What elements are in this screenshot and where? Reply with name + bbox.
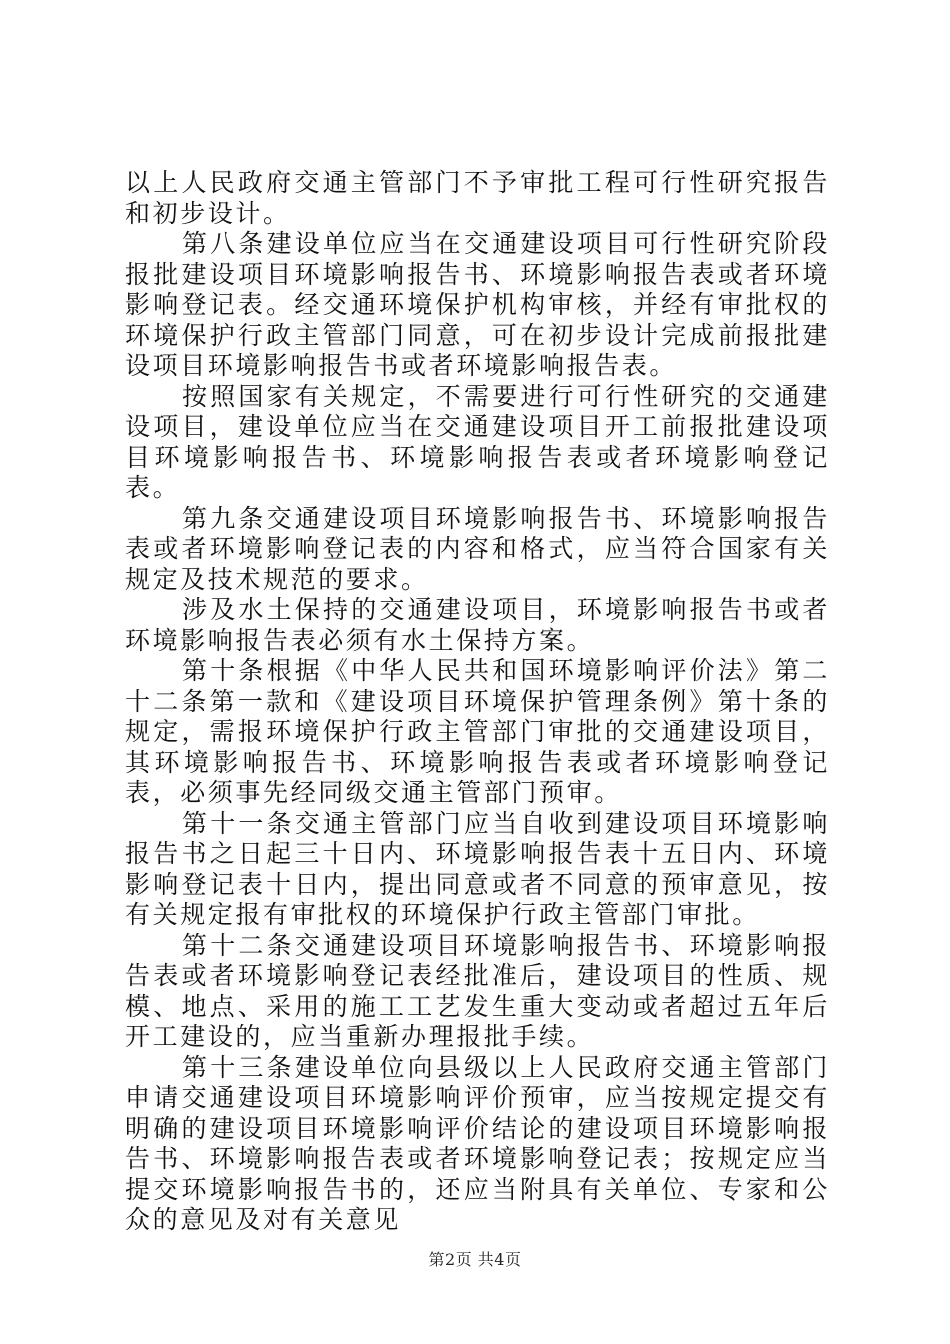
- paragraph-5: 涉及水土保持的交通建设项目，环境影响报告书或者环境影响报告表必须有水土保持方案。: [125, 595, 830, 655]
- page-number-footer: 第2页 共4页: [428, 1250, 522, 1269]
- paragraph-9: 第十三条建设单位向县级以上人民政府交通主管部门申请交通建设项目环境影响评价预审，应当按规定提交有明确的建设项目环境影响评价结论的建设项目环境影响报告书、环境影响报告表或者环境影响登记表；按规定应当提交环境影响报告书的，还应当附具有关单位、专家和公众的意见及对有关意见: [125, 1052, 830, 1234]
- paragraph-8: 第十二条交通建设项目环境影响报告书、环境影响报告表或者环境影响登记表经批准后，建设项目的性质、规模、地点、采用的施工工艺发生重大变动或者超过五年后开工建设的，应当重新办理报批手续。: [125, 930, 830, 1051]
- paragraph-4: 第九条交通建设项目环境影响报告书、环境影响报告表或者环境影响登记表的内容和格式，应当符合国家有关规定及技术规范的要求。: [125, 503, 830, 594]
- paragraph-7: 第十一条交通主管部门应当自收到建设项目环境影响报告书之日起三十日内、环境影响报告表十五日内、环境影响登记表十日内，提出同意或者不同意的预审意见，按有关规定报有审批权的环境保护行政主管部门审批。: [125, 808, 830, 929]
- document-body: [125, 168, 830, 1236]
- paragraph-2: 第八条建设单位应当在交通建设项目可行性研究阶段报批建设项目环境影响报告书、环境影响报告表或者环境影响登记表。经交通环境保护机构审核，并经有审批权的环境保护行政主管部门同意，可在初步设计完成前报批建设项目环境影响报告书或者环境影响报告表。: [125, 229, 830, 380]
- paragraph-6: 第十条根据《中华人民共和国环境影响评价法》第二十二条第一款和《建设项目环境保护管理条例》第十条的规定，需报环境保护行政主管部门审批的交通建设项目，其环境影响报告书、环境影响报告表或者环境影响登记表，必须事先经同级交通主管部门预审。: [125, 656, 830, 807]
- paragraph-3: 按照国家有关规定，不需要进行可行性研究的交通建设项目，建设单位应当在交通建设项目开工前报批建设项目环境影响报告书、环境影响报告表或者环境影响登记表。: [125, 381, 830, 502]
- paragraph-1: 以上人民政府交通主管部门不予审批工程可行性研究报告和初步设计。: [125, 168, 830, 228]
